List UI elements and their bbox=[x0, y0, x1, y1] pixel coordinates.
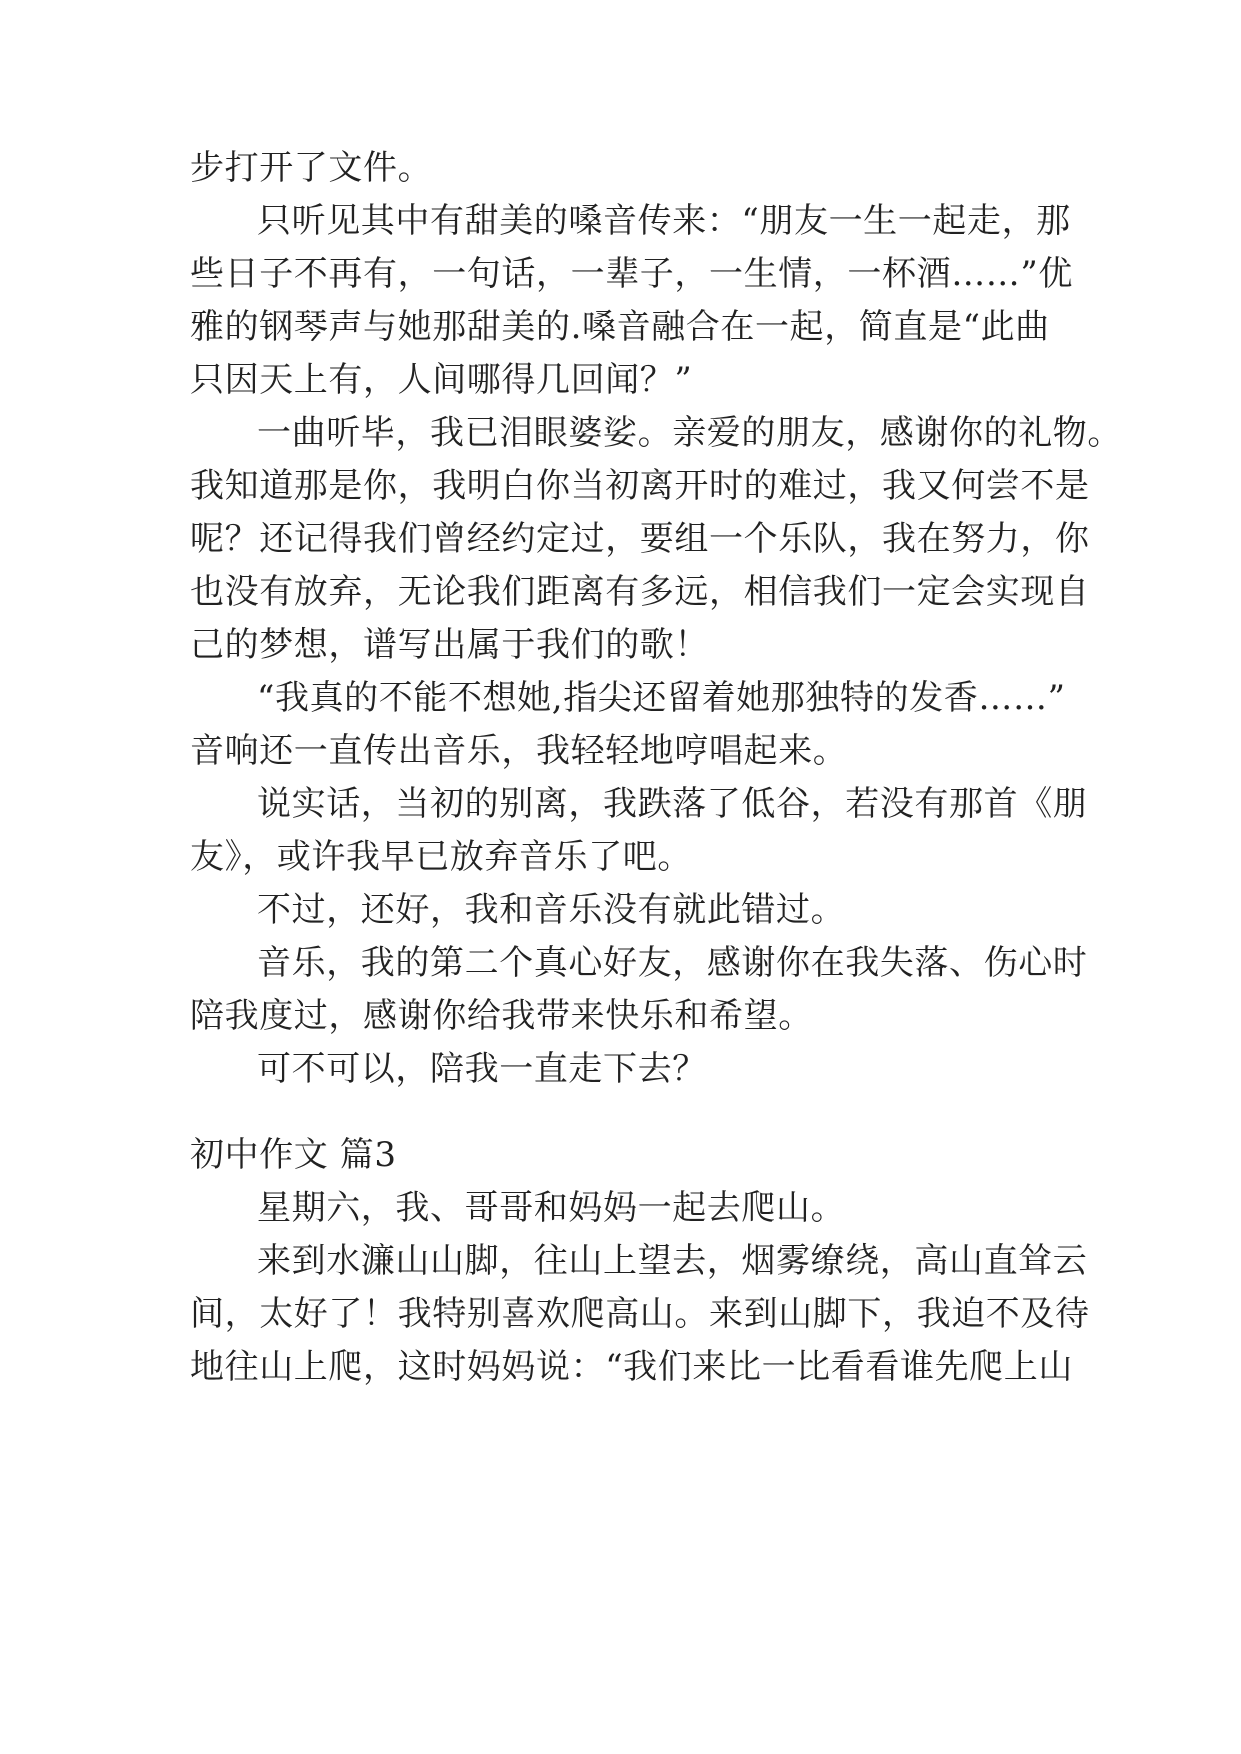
paragraph-line: 己的梦想，谱写出属于我们的歌！ bbox=[190, 625, 709, 665]
paragraph-line: 音响还一直传出音乐，我轻轻地哼唱起来。 bbox=[190, 731, 848, 771]
paragraph-line: 地往山上爬，这时妈妈说：“我们来比一比看看谁先爬上山 bbox=[190, 1347, 1073, 1387]
paragraph-line: 一曲听毕，我已泪眼婆娑。亲爱的朋友，感谢你的礼物。 bbox=[257, 413, 1122, 453]
section-heading: 初中作文 篇3 bbox=[190, 1135, 397, 1175]
paragraph-line: 音乐，我的第二个真心好友，感谢你在我失落、伤心时 bbox=[257, 943, 1088, 983]
paragraph-line: “我真的不能不想她,指尖还留着她那独特的发香……” bbox=[257, 678, 1066, 718]
paragraph-line: 不过，还好，我和音乐没有就此错过。 bbox=[257, 890, 846, 930]
paragraph-line: 友》，或许我早已放弃音乐了吧。 bbox=[190, 837, 692, 877]
paragraph-line: 雅的钢琴声与她那甜美的.嗓音融合在一起，简直是“此曲 bbox=[190, 307, 1050, 347]
paragraph-line: 说实话，当初的别离，我跌落了低谷，若没有那首《朋 bbox=[257, 784, 1088, 824]
paragraph-line: 我知道那是你，我明白你当初离开时的难过，我又何尝不是 bbox=[190, 466, 1090, 506]
paragraph-line: 只因天上有，人间哪得几回闻？” bbox=[190, 360, 693, 400]
paragraph-line: 呢？还记得我们曾经约定过，要组一个乐队，我在努力，你 bbox=[190, 519, 1090, 559]
paragraph-line: 些日子不再有，一句话，一辈子，一生情，一杯酒……”优 bbox=[190, 254, 1073, 294]
paragraph-line: 星期六，我、哥哥和妈妈一起去爬山。 bbox=[257, 1188, 846, 1228]
paragraph-line: 陪我度过，感谢你给我带来快乐和希望。 bbox=[190, 996, 813, 1036]
paragraph-line: 步打开了文件。 bbox=[190, 148, 433, 188]
paragraph-line: 也没有放弃，无论我们距离有多远，相信我们一定会实现自 bbox=[190, 572, 1090, 612]
paragraph-line: 来到水濂山山脚，往山上望去，烟雾缭绕，高山直耸云 bbox=[257, 1241, 1088, 1281]
paragraph-line: 只听见其中有甜美的嗓音传来：“朋友一生一起走，那 bbox=[257, 201, 1071, 241]
paragraph-line: 间，太好了！我特别喜欢爬高山。来到山脚下，我迫不及待 bbox=[190, 1294, 1090, 1334]
paragraph-line: 可不可以，陪我一直走下去？ bbox=[257, 1049, 707, 1089]
